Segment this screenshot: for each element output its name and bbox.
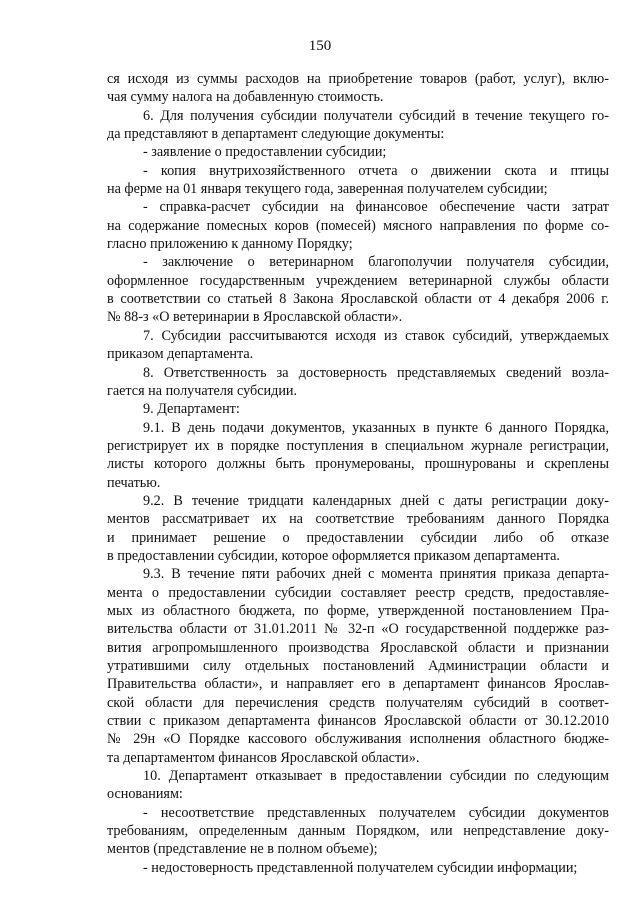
- text-line: чая сумму налога на добавленную стоимость.: [107, 89, 384, 106]
- text-line: основаниям:: [107, 786, 183, 803]
- text-line: мента о предоставлении субсидии составляет реестр средств, предоставляе-: [107, 584, 609, 601]
- text-line: в соответствии со статьей 8 Закона Ярославской области от 4 декабря 2006 г.: [107, 291, 609, 308]
- text-line: та департаментом финансов Ярославской области».: [107, 749, 420, 766]
- text-line: 6. Для получения субсидии получатели субсидий в течение текущего го-: [143, 107, 609, 124]
- text-line: ской области для перечисления средств получателям субсидий в соответ-: [107, 694, 609, 711]
- text-line: 9.1. В день подачи документов, указанных в пункте 6 данного Порядка,: [143, 419, 609, 436]
- page-number: 150: [308, 38, 332, 54]
- text-line: 9.3. В течение пяти рабочих дней с момента принятия приказа департа-: [143, 566, 609, 583]
- text-line: 8. Ответственность за достоверность представляемых сведений возла-: [143, 364, 609, 381]
- text-line: - справка-расчет субсидии на финансовое обеспечение части затрат: [143, 199, 609, 216]
- text-line: - заключение о ветеринарном благополучии получателя субсидии,: [143, 254, 609, 271]
- text-line: ся исходя из суммы расходов на приобретение товаров (работ, услуг), вклю-: [107, 71, 609, 87]
- text-line: листы которого должны быть пронумерованы, прошнурованы и скреплены: [107, 456, 609, 473]
- text-line: вития агропромышленного производства Ярославской области и признании: [107, 639, 609, 656]
- text-line: ментов (представление не в полном объеме);: [107, 841, 378, 858]
- text-line: приказом департамента.: [107, 346, 254, 363]
- text-line: гается на получателя субсидии.: [107, 382, 298, 399]
- text-line: и принимает решение о предоставлении субсидии либо об отказе: [107, 529, 609, 546]
- text-line: утратившими силу отдельных постановлений Администрации области и: [107, 658, 609, 674]
- text-line: ствии с приказом департамента финансов Ярославской области от 30.12.2010: [107, 713, 609, 730]
- text-line: 9.2. В течение тридцати календарных дней с даты регистрации доку-: [143, 492, 609, 509]
- text-line: 10. Департамент отказывает в предоставлении субсидии по следующим: [143, 768, 609, 785]
- text-line: на содержание помесных коров (помесей) мясного направления по форме со-: [107, 217, 609, 234]
- text-line: печатью.: [107, 474, 161, 491]
- body-text: [107, 70, 609, 877]
- text-line: - копия внутрихозяйственного отчета о движении скота и птицы: [143, 162, 609, 179]
- text-line: оформленное государственным учреждением ветеринарной службы области: [107, 272, 609, 289]
- text-line: - несоответствие представленных получателем субсидии документов: [143, 804, 609, 821]
- text-line: в предоставлении субсидии, которое оформляется приказом департамента.: [107, 547, 560, 564]
- text-line: мых из областного бюджета, по форме, утвержденной постановлением Пра-: [107, 602, 609, 619]
- text-line: на ферме на 01 января текущего года, заверенная получателем субсидии;: [107, 181, 548, 198]
- text-line: Правительства области», и направляет его в департамент финансов Ярослав-: [107, 676, 609, 693]
- text-line: - недостоверность представленной получателем субсидии информации;: [143, 859, 578, 876]
- text-line: № 29н «О Порядке кассового обслуживания исполнения областного бюдже-: [107, 731, 609, 748]
- text-line: ментов рассматривает их на соответствие требованиям данного Порядка: [107, 511, 609, 528]
- text-line: вительства области от 31.01.2011 № 32-п «О государственной поддержке раз-: [107, 621, 609, 638]
- text-line: - заявление о предоставлении субсидии;: [143, 144, 387, 161]
- text-line: 9. Департамент:: [143, 401, 240, 418]
- text-line: гласно приложению к данному Порядку;: [107, 236, 353, 253]
- text-line: № 88-з «О ветеринарии в Ярославской области».: [107, 309, 403, 326]
- text-line: требованиям, определенным данным Порядком, или непредставление доку-: [107, 823, 609, 840]
- text-line: 7. Субсидии рассчитываются исходя из ставок субсидий, утверждаемых: [143, 327, 609, 344]
- text-line: да представляют в департамент следующие документы:: [107, 126, 445, 143]
- text-line: регистрирует их в порядке поступления в специальном журнале регистрации,: [107, 437, 609, 454]
